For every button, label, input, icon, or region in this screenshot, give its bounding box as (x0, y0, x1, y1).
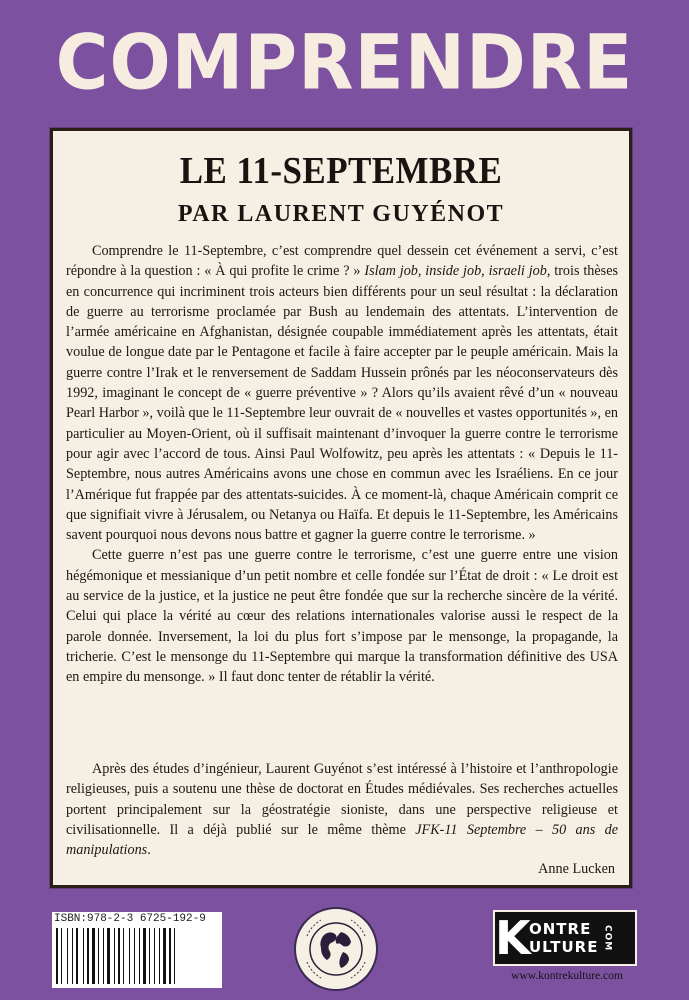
barcode-bar (161, 928, 162, 984)
blurb-paragraph-1: Comprendre le 11-Septembre, c’est comprendre quel dessein cet événement a servi, c’est répondre à la question : « À qui profite le crime ? » Islam job, inside job, israeli job, trois thèses en concurrence qui incriminent trois acteurs bien différents pour un seul résultat : la déclaration de guerre au terrorisme proclamée par Bush au lendemain des attentats. L’intervention de l’armée américaine en Afghanistan, désignée coupable immédiatement après les attentats, était voulue de longue date par le Pentagone et facile à faire accepter par le peuple américain. Mais la guerre contre l’Irak et le renversement de Saddam Hussein prônés par les néoconservateurs dès 1992, imaginant le concept de « guerre préventive » ? Alors qu’ils avaient rêvé d’un « nouveau Pearl Harbor », voilà que le 11-Septembre leur ouvrait de « nouvelles et vastes opportunités », en particulier au Moyen-Orient, où il suffisait maintenant d’invoquer la guerre contre le terrorisme pour agir avec l’accord de tous. Ainsi Paul Wolfowitz, peu après les attentats : « Depuis le 11-Septembre, nous autres Américains avons une chose en commun avec les Israéliens. En ce jour l’Amérique fut frappée par des attentats-suicides. À ce moment-là, chaque Américain comprit ce que signifiait vivre à Jérusalem, ou Netanya ou Haïfa. Et depuis le 11-Septembre, les Américains savent pourquoi nous devons nous battre et gagner la guerre contre le terrorisme. » (66, 243, 619, 544)
series-title: COMPRENDRE (55, 17, 634, 107)
barcode-bar (85, 928, 86, 984)
barcode-bar (107, 928, 110, 984)
author-byline: PAR LAURENT GUYÉNOT (177, 201, 505, 227)
barcode-bar (74, 928, 75, 984)
barcode-bar (79, 928, 82, 984)
barcode-bar (63, 928, 66, 984)
barcode-bar (147, 928, 148, 984)
barcode-bar (149, 928, 150, 984)
barcode-bar (118, 928, 120, 984)
publisher-website: www.kontrekulture.com (511, 970, 623, 982)
publisher-logo-word-2: ULTURE (529, 938, 599, 956)
barcode-bar (87, 928, 89, 984)
barcode-bar (154, 928, 155, 984)
barcode-bar (72, 928, 73, 984)
barcode-bar (116, 928, 117, 984)
barcode-block (52, 912, 222, 992)
barcode-bar (176, 928, 178, 984)
barcode-bar (131, 928, 133, 984)
barcode-bar (169, 928, 171, 984)
author-bio (66, 759, 618, 860)
isbn-label: ISBN:978-2-3 6725-192-9 (52, 912, 222, 926)
blurb-paragraph-2: Cette guerre n’est pas une guerre contre le terrorisme, c’est une guerre entre une vision hégémonique et messianique d’un petit nombre et celle fondée sur l’État de droit : « Le droit est au service de la justice, et la justice ne peut être fondée que sur la recherche sincère de la vérité. Celui qui place la vérité au cœur des relations internationales valorise aussi le respect de la parole donnée. Inversement, la loi du plus fort s’impose par le mensonge, la propagande, la tricherie. C’est le mensonge du 11-Septembre qui marque la transformation définitive des USA en empire du mensonge. » Il faut donc tenter de rétablir la vérité. (66, 547, 619, 686)
publisher-logo (493, 910, 637, 966)
barcode-bar (105, 928, 106, 984)
barcode-bar (111, 928, 113, 984)
barcode-bar (76, 928, 78, 984)
barcode-bar (114, 928, 115, 984)
barcode-bar (100, 928, 102, 984)
barcode-bar (125, 928, 128, 984)
blurb-italic: Islam job, inside job, israeli job, (364, 263, 551, 280)
barcode-bar (159, 928, 160, 984)
barcode-bar (129, 928, 130, 984)
publisher-logo-letter: K (495, 911, 531, 965)
barcode-bar (141, 928, 142, 984)
globe-emblem-icon (293, 906, 379, 992)
barcode-bar (172, 928, 173, 984)
barcode-bar (167, 928, 168, 984)
barcode-bar (143, 928, 146, 984)
barcode-bar (103, 928, 104, 984)
barcode-bar (163, 928, 166, 984)
back-cover-panel (50, 128, 632, 888)
barcode-bar (92, 928, 95, 984)
barcode-bar (96, 928, 97, 984)
barcode-bar (151, 928, 153, 984)
barcode-bar (83, 928, 84, 984)
signature: Anne Lucken (538, 861, 615, 877)
barcode-bar (156, 928, 158, 984)
bio-paragraph: Après des études d’ingénieur, Laurent Guyénot s’est intéressé à l’histoire et l’anthropologie religieuses, puis a soutenu une thèse de doctorat en Études médiévales. Ses recherches actuelles portent principalement sur la géostratégie sioniste, dans une perspective religieuse et civilisationnelle. Il a déjà publié sur le même thème JFK-11 Septembre – 50 ans de manipulations. (66, 761, 619, 859)
barcode (52, 926, 222, 988)
barcode-bar (69, 928, 71, 984)
barcode-bar (90, 928, 91, 984)
barcode-bar (136, 928, 138, 984)
barcode-bar (174, 928, 175, 984)
barcode-bar (123, 928, 124, 984)
publisher-logo-word-1: ONTRE (529, 920, 592, 938)
barcode-bar (121, 928, 122, 984)
barcode-bar (61, 928, 62, 984)
blurb-text (66, 241, 618, 688)
barcode-bar (67, 928, 68, 984)
barcode-bar (139, 928, 140, 984)
barcode-bar (98, 928, 99, 984)
publisher-logo-com: COM (602, 924, 613, 952)
barcode-bar (59, 928, 60, 984)
book-title: LE 11-SEPTEMBRE (179, 150, 503, 192)
barcode-bar (56, 928, 58, 984)
barcode-bar (134, 928, 135, 984)
